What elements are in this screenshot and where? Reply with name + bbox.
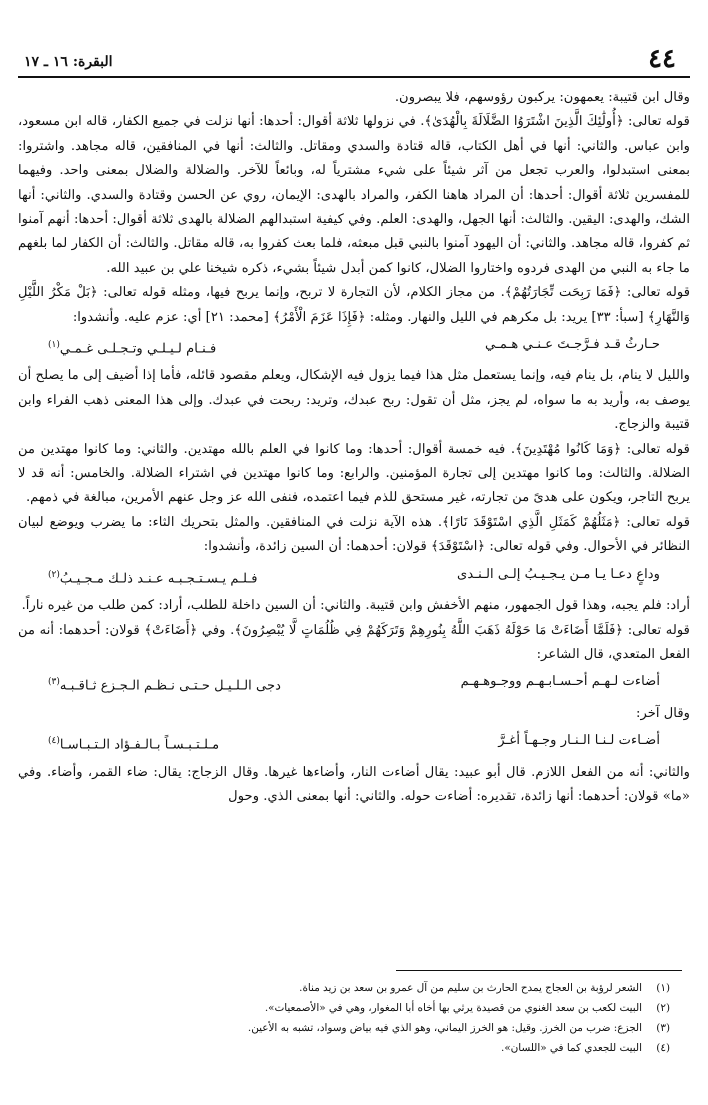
footnote-marker: (٣) [48, 677, 60, 688]
paragraph: قوله تعالى: ﴿مَثَلُهُمْ كَمَثَلِ الَّذِي اسْتَوْقَدَ نَارًا﴾. هذه الآية نزلت في المنافقين. والمثل بتحريك الثاء: ما يضرب ويوضع لبيان النظائر في الأحوال. وفي قوله تعالى: ﴿اسْتَوْقَدَ﴾ قولان: أحدهما: أن السين زائدة، وأنشدوا: [18, 514, 690, 555]
verse-second-hemistich [48, 560, 258, 594]
paragraph: أراد: فلم يجبه، وهذا قول الجمهور، منهم الأخفش وابن قتيبة. والثاني: أن السين داخلة للطلب، أراد: كمن طلب من غيره ناراً. [21, 598, 690, 614]
footnote-text: البيت للجعدي كما في «اللسان». [501, 1042, 642, 1054]
verse-text: فـلـم يـسـتـجـبـه عـنـد ذلـك مـجـيـبُ [59, 571, 258, 587]
verse-first-hemistich: أضاءت لـهـم أحـسـابـهـم ووجـوهـهـم [460, 674, 660, 690]
verse-text: مـلـتـبـسـاً بـالـفـؤاد الـتـبـاسـا [59, 737, 220, 753]
book-page [18, 40, 690, 1080]
footnote-text: الجزع: ضرب من الخرز. وقيل: هو الخرز اليماني، وهو الذي فيه بياض وسواد، تشبه به الأعين. [247, 1022, 642, 1034]
footnote-separator [396, 970, 682, 971]
verse-text: فـنـام لـيـلـي وتـجـلـى غـمـي [59, 341, 217, 357]
running-head: البقرة: ١٦ ـ ١٧ [24, 54, 113, 70]
footnotes [18, 978, 690, 1058]
poem-verse [18, 667, 690, 701]
main-text [18, 86, 690, 809]
paragraph: والثاني: أنه من الفعل اللازم. قال أبو عبيد: يقال أضاءت النار، وأضاءها غيرها. وقال الزجاج: يقال: ضاء القمر، وأضاء. وفي «ما» قولان: أحدهما: أنها زائدة، تقديره: أضاءت حوله. والثاني: أنها بمعنى الذي. وحول [18, 764, 690, 804]
footnote-number: (١) [656, 982, 670, 994]
footnote-number: (٤) [656, 1042, 670, 1054]
footnote-text: الشعر لرؤبة بن العجاج يمدح الحارث بن سليم من آل عمرو بن سعد بن زيد مناة. [299, 982, 642, 994]
page-header [18, 40, 690, 78]
verse-text: دجى الـلـيـل حـتـى نـظـم الـجـزع ثـاقـبـه [59, 678, 281, 694]
poem-verse [18, 330, 690, 364]
verse-second-hemistich [48, 726, 219, 760]
paragraph: وقال آخر: [636, 705, 690, 721]
footnote-marker: (٢) [48, 569, 60, 580]
footnote [18, 998, 690, 1018]
paragraph: قوله تعالى: ﴿وَمَا كَانُوا مُهْتَدِينَ﴾. فيه خمسة أقوال: أحدها: وما كانوا في العلم بالله مهتدين. والثاني: وما كانوا مهتدين من الضلالة. والثالث: وما كانوا مهتدين إلى تجارة المؤمنين. والرابع: وما كانوا مهتدين في اشتراء الضلالة. والخامس: أنه قد لا يربح التاجر، ويكون على هدىً من تجارته، غير مستحق للذم فيما اعتمده، فنفى الله عز وجل عنهم الأمرين، مبالغة في ذمهم. [18, 441, 690, 506]
paragraph: قوله تعالى: ﴿أُولَٰئِكَ الَّذِينَ اشْتَرَوُا الضَّلَالَةَ بِالْهُدَىٰ﴾. في نزولها ثلاثة أقوال: أحدها: أنها نزلت في جميع الكفار، قاله ابن مسعود، وابن عباس. والثاني: أنها في أهل الكتاب، قاله قتادة والسدي ومقاتل. والثالث: أنها في المنافقين، قاله مجاهد. واشتروا: بمعنى استبدلوا، والعرب تجعل من آثر شيئاً على شيء مشترياً له، وبائعاً للآخر. والضلالة والضلال بمعنى واحد. وفيهما للمفسرين ثلاثة أقوال: أحدها: أن المراد هاهنا الكفر، والمراد بالهدى: الإيمان، روي عن الحسن وقتادة والسدي. والثاني: أنها الشك، والهدى: اليقين. والثالث: أنها الجهل، والهدى: العلم. وفي كيفية استبدالهم الضلالة بالهدى ثلاثة أقوال: أحدها: أنهم آمنوا ثم كفروا، قاله مجاهد. والثاني: أن اليهود آمنوا بالنبي قبل مبعثه، فلما بعث كفروا به، قاله مقاتل. والثالث: أن الكفار لما بلغهم ما جاء به النبي من الهدى فردوه واختاروا الضلال، كانوا كمن أبدل شيئاً بشيء، ذكره شيخنا علي بن عبيد الله. [18, 114, 690, 276]
poem-verse [18, 726, 690, 760]
verse-second-hemistich [48, 330, 216, 364]
poem-verse [18, 560, 690, 594]
verse-first-hemistich: وداعٍ دعـا يـا مـن يـجـيـبُ إلـى الـنـدى [457, 566, 660, 582]
footnote-marker: (٤) [48, 736, 60, 747]
footnote-text: البيت لكعب بن سعد الغنوي من قصيدة يرثي بها أخاه أبا المغوار، وهي في «الأصمعيات». [264, 1002, 642, 1014]
paragraph: قوله تعالى: ﴿فَمَا رَبِحَت تِّجَارَتُهُمْ﴾. من مجاز الكلام، لأن التجارة لا تربح، وإنما يربح فيها، ومثله قوله تعالى: ﴿بَلْ مَكْرُ اللَّيْلِ وَالنَّهَارِ﴾ [سبأ: ٣٣] يريد: بل مكرهم في الليل والنهار. ومثله: ﴿فَإِذَا عَزَمَ الْأَمْرُ﴾ [محمد: ٢١] أي: عزم عليه. وأنشدوا: [18, 285, 690, 325]
page-number: ٤٤ [648, 44, 676, 74]
verse-first-hemistich: أضـاءت لـنـا الـنـار وجـهـاً أغـرَّ [498, 733, 660, 749]
footnote [18, 1038, 690, 1058]
footnote-number: (٢) [656, 1002, 670, 1014]
paragraph: وقال ابن قتيبة: يعمهون: يركبون رؤوسهم، فلا يبصرون. [394, 90, 690, 105]
footnote [18, 978, 690, 998]
paragraph: قوله تعالى: ﴿فَلَمَّا أَضَاءَتْ مَا حَوْلَهُ ذَهَبَ اللَّهُ بِنُورِهِمْ وَتَرَكَهُمْ فِي ظُلُمَاتٍ لَّا يُبْصِرُونَ﴾. وفي ﴿أَضَاءَتْ﴾ قولان: أحدهما: أنه من الفعل المتعدي، قال الشاعر: [18, 622, 690, 662]
footnote [18, 1018, 690, 1038]
verse-first-hemistich: حـارثُ قـد فـرَّجـتَ عـنـي هـمـي [485, 337, 660, 353]
paragraph: والليل لا ينام، بل ينام فيه، وإنما يستعمل مثل هذا فيما يزول فيه الإشكال، ويعلم مقصود قائله، فأما إذا أضيف إلى ما يصلح أن يوصف به، وأريد به ما سواه، لم يجز، مثل أن تقول: ربح عبدك، وتريد: ربحت في عبدك. وإلى هذا المعنى ذهب الفراء وابن قتيبة والزجاج. [18, 368, 690, 433]
footnote-marker: (١) [48, 340, 60, 351]
verse-second-hemistich [48, 667, 281, 701]
footnote-number: (٣) [656, 1022, 670, 1034]
